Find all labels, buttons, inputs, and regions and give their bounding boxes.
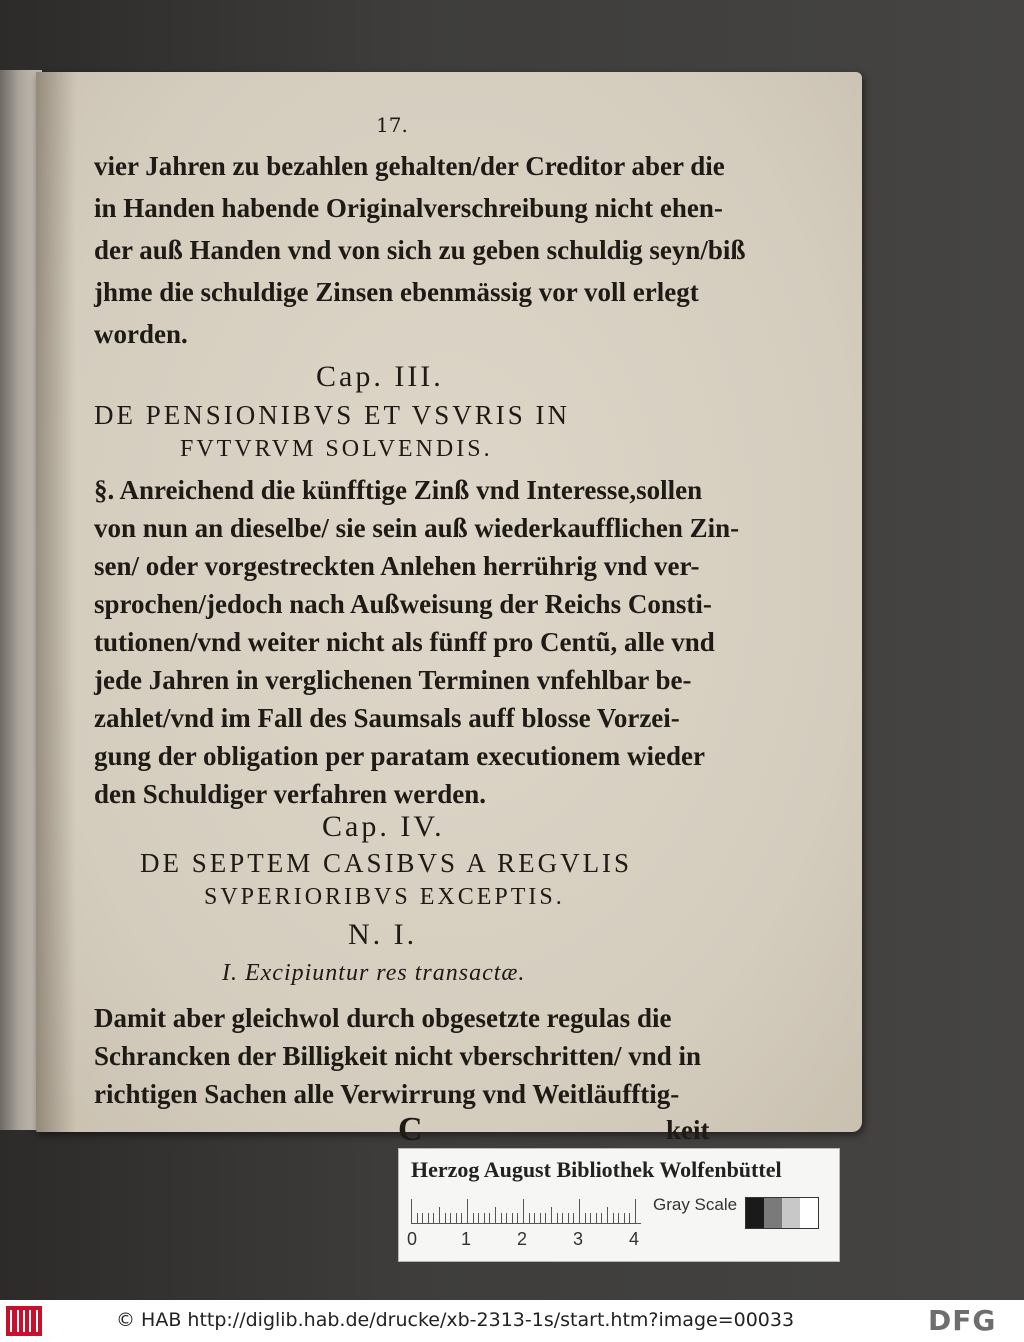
ruler-tick (517, 1213, 518, 1223)
ruler-tick (562, 1213, 563, 1223)
ruler-tick (484, 1213, 485, 1223)
text-line: in Handen habende Originalverschreibung nicht ehen- (94, 193, 723, 223)
ruler-tick (596, 1213, 597, 1223)
ruler-tick (618, 1213, 619, 1223)
text-line: Damit aber gleichwol durch obgesetzte regulas die (94, 1003, 672, 1033)
ruler-tick (450, 1213, 451, 1223)
copyright-url[interactable]: © HAB http://diglib.hab.de/drucke/xb-2313-1s/start.htm?image=00033 (116, 1309, 795, 1331)
ruler-number: 2 (517, 1229, 528, 1249)
ruler-tick (433, 1213, 434, 1223)
gray-swatch (800, 1198, 818, 1228)
ruler-tick (417, 1213, 418, 1223)
text-line: sprochen/jedoch nach Außweisung der Reichs Consti- (94, 589, 712, 619)
ruler-tick (585, 1213, 586, 1223)
text-line: jhme die schuldige Zinsen ebenmässig vor voll erlegt (94, 277, 699, 307)
ruler-tick (478, 1213, 479, 1223)
ruler-tick (467, 1199, 468, 1223)
ruler-number: 1 (461, 1229, 472, 1249)
ruler-tick (445, 1213, 446, 1223)
ruler-tick (624, 1213, 625, 1223)
chapter-3-title-line-2: FVTVRVM SOLVENDIS. (180, 436, 493, 462)
text-line: von nun an dieselbe/ sie sein auß wiederkaufflichen Zin- (94, 513, 740, 543)
number-heading: N. I. (348, 918, 418, 951)
gray-swatch (782, 1198, 800, 1228)
chapter-4-title-line-2: SVPERIORIBVS EXCEPTIS. (204, 884, 565, 910)
measurement-ruler (411, 1197, 641, 1224)
footer-bar (0, 1300, 1024, 1342)
ruler-tick (590, 1213, 591, 1223)
ruler-number: 0 (407, 1229, 418, 1249)
text-line: worden. (94, 319, 188, 349)
ruler-tick (607, 1207, 608, 1223)
ruler-tick (579, 1199, 580, 1223)
ruler-tick (461, 1213, 462, 1223)
chapter-4-title-line-1: DE SEPTEM CASIBVS A REGVLIS (140, 848, 633, 878)
ruler-tick (540, 1213, 541, 1223)
ruler-tick (495, 1207, 496, 1223)
dfg-logo: DFG (928, 1304, 997, 1337)
text-line: tutionen/vnd weiter nicht als fünff pro Centũ, alle vnd (94, 627, 715, 657)
ruler-tick (557, 1213, 558, 1223)
gray-scale-chart (745, 1197, 819, 1229)
ruler-tick (439, 1207, 440, 1223)
text-line: der auß Handen vnd von sich zu geben schuldig seyn/biß (94, 235, 746, 265)
ruler-number: 4 (629, 1229, 640, 1249)
page-gutter-shadow (36, 72, 76, 1132)
ruler-tick (489, 1213, 490, 1223)
text-line: den Schuldiger verfahren werden. (94, 779, 487, 809)
hab-logo-icon (6, 1306, 42, 1336)
text-line: richtigen Sachen alle Verwirrung vnd Weitläufftig- (94, 1079, 680, 1109)
ruler-tick (523, 1199, 524, 1223)
ruler-tick (473, 1213, 474, 1223)
gray-swatch (746, 1198, 764, 1228)
ruler-tick (411, 1199, 412, 1223)
ruler-tick (568, 1213, 569, 1223)
ruler-tick (601, 1213, 602, 1223)
text-line: §. Anreichend die künfftige Zinß vnd Interesse,sollen (94, 475, 703, 505)
text-line: jede Jahren in verglichenen Terminen vnfehlbar be- (94, 665, 692, 695)
ruler-tick (512, 1213, 513, 1223)
ruler-tick (613, 1213, 614, 1223)
chapter-3-title-line-1: DE PENSIONIBVS ET VSVRIS IN (94, 400, 571, 430)
ruler-tick (501, 1213, 502, 1223)
ruler-tick (422, 1213, 423, 1223)
library-name: Herzog August Bibliothek Wolfenbüttel (411, 1157, 782, 1182)
ruler-number: 3 (573, 1229, 584, 1249)
gray-scale-label: Gray Scale (653, 1195, 738, 1214)
ruler-tick (456, 1213, 457, 1223)
signature-mark: C (398, 1111, 423, 1148)
ruler-tick (428, 1213, 429, 1223)
ruler-tick (534, 1213, 535, 1223)
ruler-tick (545, 1213, 546, 1223)
ruler-tick (506, 1213, 507, 1223)
ruler-tick (629, 1213, 630, 1223)
text-line: zahlet/vnd im Fall des Saumsals auff blosse Vorzei- (94, 703, 680, 733)
text-line: gung der obligation per paratam executionem wieder (94, 741, 705, 771)
text-line: vier Jahren zu bezahlen gehalten/der Creditor aber die (94, 151, 725, 181)
text-line: Schrancken der Billigkeit nicht vberschritten/ vnd in (94, 1041, 702, 1071)
gray-swatch (764, 1198, 782, 1228)
ruler-tick (635, 1199, 636, 1223)
library-scale-badge (398, 1148, 840, 1262)
ruler-tick (551, 1207, 552, 1223)
chapter-3-heading: Cap. III. (316, 360, 444, 393)
section-subheading: I. Excipiuntur res transactæ. (222, 960, 526, 986)
text-line: sen/ oder vorgestreckten Anlehen herrührig vnd ver- (94, 551, 700, 581)
page-number: 17. (376, 113, 408, 137)
ruler-tick (529, 1213, 530, 1223)
ruler-tick (573, 1213, 574, 1223)
chapter-4-heading: Cap. IV. (322, 810, 445, 843)
catchword: keit (666, 1115, 710, 1145)
